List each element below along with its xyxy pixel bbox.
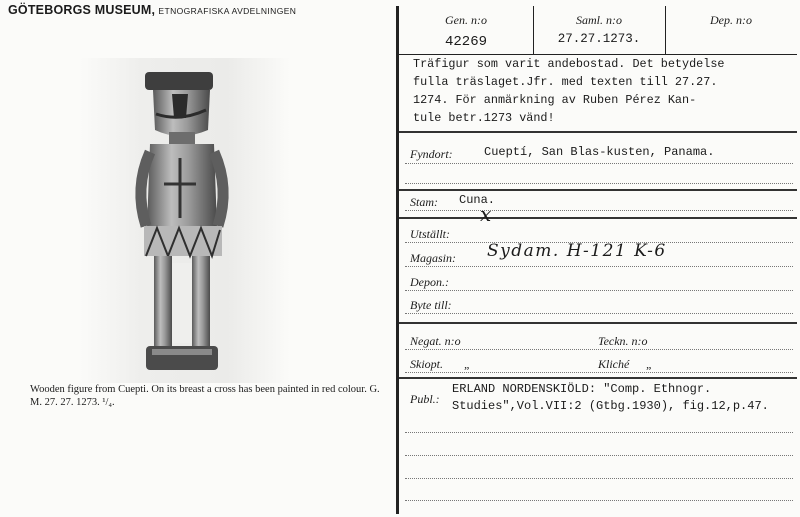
museum-name: GÖTEBORGS MUSEUM, — [8, 3, 156, 17]
saml-number-label: Saml. n:o — [576, 13, 622, 27]
kliche-label: Kliché — [598, 357, 630, 371]
gen-number-label: Gen. n:o — [445, 13, 487, 27]
publication-line: ERLAND NORDENSKIÖLD: "Comp. Ethnogr. — [452, 382, 712, 396]
stam-value: Cuna. — [459, 193, 496, 207]
section-rule — [399, 217, 797, 219]
section-rule — [399, 131, 797, 133]
dotted-line — [405, 163, 793, 164]
description-line: Träfigur som varit andebostad. Det betydelse — [413, 57, 725, 71]
dotted-line — [405, 372, 793, 373]
dep-number-cell — [665, 6, 797, 54]
depon-label: Depon.: — [410, 275, 449, 289]
fyndort-value: Cueptí, San Blas-kusten, Panama. — [484, 145, 715, 159]
dotted-line — [405, 349, 793, 350]
skiopt-ditto: „ — [464, 357, 471, 371]
section-rule — [399, 322, 797, 324]
gen-number-value: 42269 — [444, 34, 487, 50]
teckn-label: Teckn. n:o — [598, 334, 648, 348]
publication-reference — [452, 381, 769, 415]
negat-label: Negat. n:o — [410, 334, 461, 348]
byte-label: Byte till: — [410, 298, 452, 312]
section-rule — [399, 189, 797, 191]
stam-label: Stam: — [410, 195, 438, 209]
dotted-line — [405, 478, 793, 479]
dotted-line — [405, 455, 793, 456]
wooden-figure-photo — [60, 58, 310, 383]
section-rule — [399, 377, 797, 379]
dotted-line — [405, 290, 793, 291]
dotted-line — [405, 210, 793, 211]
dotted-line — [405, 183, 793, 184]
fyndort-label: Fyndort: — [410, 147, 453, 161]
saml-number-value: 27.27.1273. — [557, 32, 641, 46]
publication-line: Studies",Vol.VII:2 (Gtbg.1930), fig.12,p.47. — [452, 399, 769, 413]
museum-header — [8, 3, 296, 17]
dotted-line — [405, 313, 793, 314]
utstallt-value: x — [480, 202, 493, 226]
photo-caption: Wooden figure from Cuepti. On its breast a cross has been painted in red colour. G. M. 27. 27. 1273. ¹/₄. — [30, 384, 380, 408]
description-line: tule betr.1273 vänd! — [413, 111, 555, 125]
kliche-ditto: „ — [646, 357, 653, 371]
dotted-line — [405, 266, 793, 267]
skiopt-label: Skiopt. — [410, 357, 443, 371]
publ-label: Publ.: — [410, 392, 440, 406]
dotted-line — [405, 500, 793, 501]
dotted-line — [405, 432, 793, 433]
saml-number-cell — [533, 6, 666, 54]
number-header — [399, 6, 797, 55]
vertical-divider — [396, 6, 399, 514]
dep-number-label: Dep. n:o — [710, 13, 752, 27]
description-line: fulla träslaget.Jfr. med texten till 27.27. — [413, 75, 718, 89]
gen-number-cell — [399, 6, 534, 54]
description-line: 1274. För anmärkning av Ruben Pérez Kan- — [413, 93, 697, 107]
object-description — [413, 55, 793, 127]
magasin-value: Sydam. H-121 K-6 — [487, 241, 667, 261]
utstallt-label: Utställt: — [410, 227, 451, 241]
museum-department: ETNOGRAFISKA AVDELNINGEN — [158, 6, 297, 16]
magasin-label: Magasin: — [410, 251, 456, 265]
